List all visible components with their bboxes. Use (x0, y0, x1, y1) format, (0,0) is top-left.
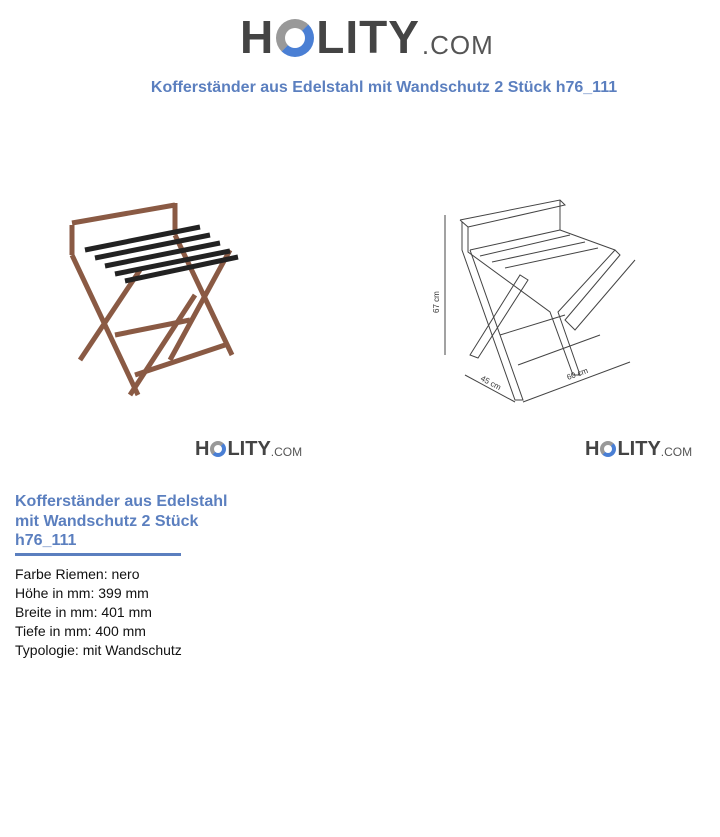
product-photo (60, 195, 250, 405)
logo-o-icon (600, 441, 616, 457)
logo-text: H (195, 438, 210, 460)
logo-com: .COM (660, 445, 693, 459)
logo-o-icon (210, 441, 226, 457)
holity-logo-small (195, 439, 302, 459)
logo-text: LITY (227, 438, 271, 460)
page-title: Kofferständer aus Edelstahl mit Wandschutz 2 Stück h76_111 (150, 79, 618, 96)
dimension-drawing (420, 190, 640, 410)
spec-item: Farbe Riemen: nero (15, 566, 140, 582)
divider (15, 553, 181, 556)
logo-o-icon (276, 19, 314, 57)
spec-item: Tiefe in mm: 400 mm (15, 623, 146, 639)
holity-logo-small-2 (585, 439, 692, 459)
spec-item: Höhe in mm: 399 mm (15, 585, 149, 601)
product-name: Kofferständer aus Edelstahl mit Wandschutz 2 Stück h76_111 (15, 493, 228, 549)
logo-text: LITY (617, 438, 661, 460)
depth-label: 45 cm (479, 373, 503, 392)
spec-item: Typologie: mit Wandschutz (15, 642, 182, 658)
height-label: 67 cm (432, 291, 441, 313)
logo-text: H (585, 438, 600, 460)
holity-logo (240, 11, 494, 63)
width-label: 60 cm (565, 365, 590, 382)
spec-list (15, 565, 182, 660)
logo-text: LITY (316, 11, 420, 63)
spec-item: Breite in mm: 401 mm (15, 604, 152, 620)
logo-text: H (240, 11, 275, 63)
logo-com: .COM (421, 30, 494, 60)
logo-com: .COM (270, 445, 303, 459)
